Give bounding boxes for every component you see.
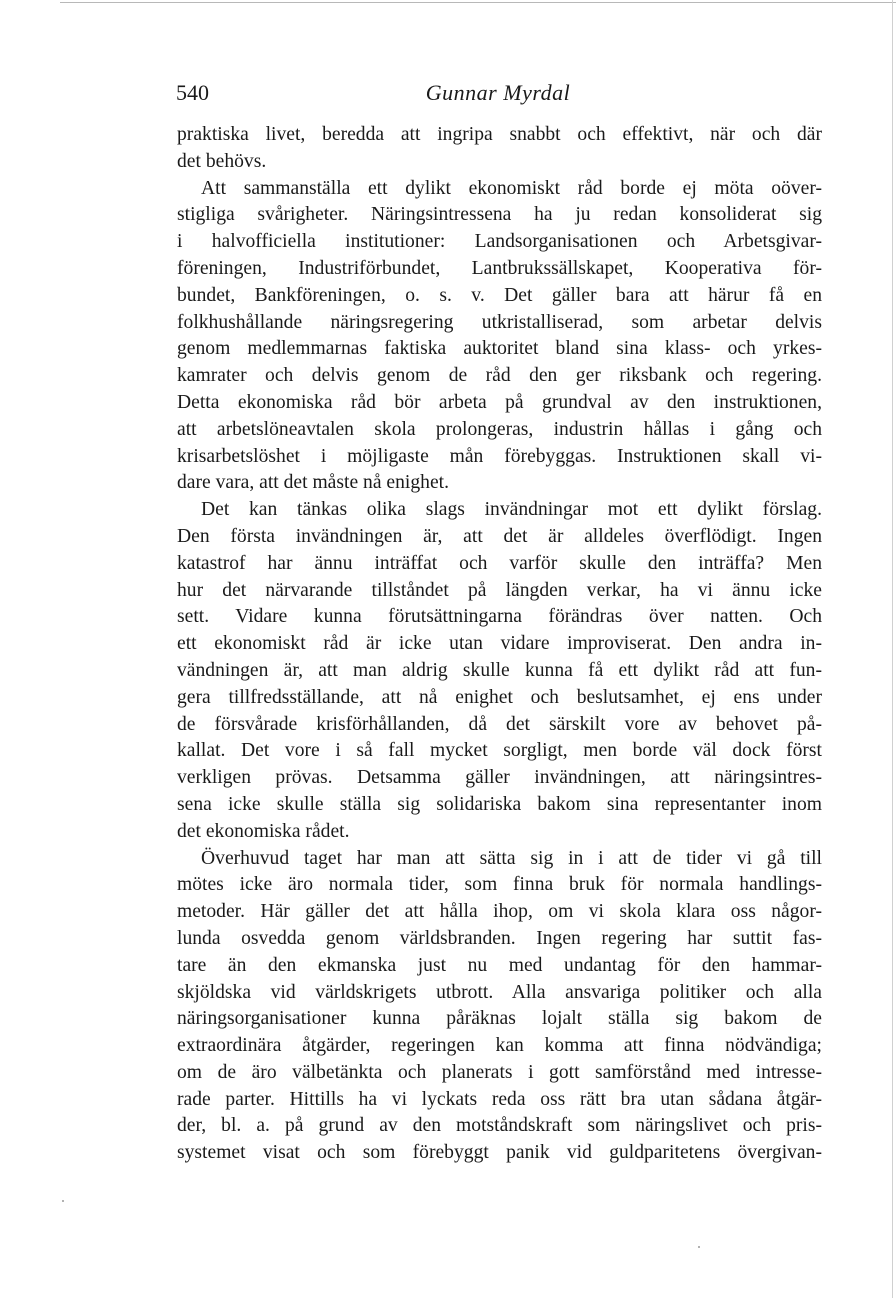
paragraph-3 <box>177 497 822 845</box>
text-line: mötes icke äro normala tider, som finna bruk för normala handlings- <box>177 874 822 896</box>
text-line: ett ekonomiskt råd är icke utan vidare improviserat. Den andra in- <box>177 633 822 655</box>
text-line: sett. Vidare kunna förutsättningarna förändras över natten. Och <box>177 606 822 628</box>
text-line: om de äro välbetänkta och planerats i gott samförstånd med intresse- <box>177 1061 822 1083</box>
text-line: genom medlemmarnas faktiska auktoritet bland sina klass- och yrkes- <box>177 338 822 360</box>
text-line: föreningen, Industriförbundet, Lantbrukssällskapet, Kooperativa för- <box>177 257 822 279</box>
text-line: folkhushållande näringsregering utkristalliserad, som arbetar delvis <box>177 311 822 333</box>
text-line: lunda osvedda genom världsbranden. Ingen regering har suttit fas- <box>177 927 822 949</box>
text-line: i halvofficiella institutioner: Landsorganisationen och Arbetsgivar- <box>177 231 822 253</box>
text-line: gera tillfredsställande, att nå enighet och beslutsamhet, ej ens under <box>177 686 822 708</box>
text-line: de försvårade krisförhållanden, då det särskilt vore av behovet på- <box>177 713 822 735</box>
text-line: katastrof har ännu inträffat och varför skulle den inträffa? Men <box>177 552 822 574</box>
text-line: Den första invändningen är, att det är alldeles överflödigt. Ingen <box>177 525 822 547</box>
scan-speck <box>698 1246 700 1248</box>
scan-edge-top <box>60 2 896 3</box>
text-line: vändningen är, att man aldrig skulle kunna få ett dylikt råd att fun- <box>177 659 822 681</box>
text-line: verkligen prövas. Detsamma gäller invändningen, att näringsintres- <box>177 767 822 789</box>
scan-speck <box>62 1200 64 1202</box>
scan-edge-right <box>892 0 893 1298</box>
text-line: sena icke skulle ställa sig solidariska bakom sina representanter inom <box>177 793 822 815</box>
text-line: der, bl. a. på grund av den motståndskraft som näringslivet och pris- <box>177 1115 822 1137</box>
text-line: skjöldska vid världskrigets utbrott. Alla ansvariga politiker och alla <box>177 981 822 1003</box>
text-line: bundet, Bankföreningen, o. s. v. Det gäller bara att härur få en <box>177 284 822 306</box>
text-line: det ekonomiska rådet. <box>177 820 350 842</box>
text-line: Detta ekonomiska råd bör arbeta på grundval av den instruktionen, <box>177 391 822 413</box>
text-line: stigliga svårigheter. Näringsintressena ha ju redan konsoliderat sig <box>177 204 822 226</box>
text-line: krisarbetslöshet i möjligaste mån förebyggas. Instruktionen skall vi- <box>177 445 822 467</box>
text-line: extraordinära åtgärder, regeringen kan komma att finna nödvändiga; <box>177 1035 822 1057</box>
page-header <box>172 80 824 114</box>
paragraph-4 <box>177 846 822 1168</box>
text-line: systemet visat och som förebyggt panik vid guldparitetens övergivan- <box>177 1142 822 1164</box>
text-line: metoder. Här gäller det att hålla ihop, om vi skola klara oss någor- <box>177 901 822 923</box>
text-line: kamrater och delvis genom de råd den ger riksbank och regering. <box>177 365 822 387</box>
text-line: dare vara, att det måste nå enighet. <box>177 472 450 494</box>
text-line: hur det närvarande tillståndet på längden verkar, ha vi ännu icke <box>177 579 822 601</box>
text-line: näringsorganisationer kunna påräknas lojalt ställa sig bakom de <box>177 1008 822 1030</box>
text-line: att arbetslöneavtalen skola prolongeras, industrin hållas i gång och <box>177 418 822 440</box>
body-text <box>177 122 822 1167</box>
page-number: 540 <box>176 80 209 105</box>
paragraph-1 <box>177 122 822 176</box>
text-line: det behövs. <box>177 150 267 172</box>
text-line: tare än den ekmanska just nu med undantag för den hammar- <box>177 954 822 976</box>
text-line: kallat. Det vore i så fall mycket sorgligt, men borde väl dock först <box>177 740 822 762</box>
text-line: praktiska livet, beredda att ingripa snabbt och effektivt, när och där <box>177 124 822 145</box>
text-line: Överhuvud taget har man att sätta sig in i att de tider vi gå till <box>201 847 822 869</box>
text-line: Att sammanställa ett dylikt ekonomiskt råd borde ej möta oöver- <box>201 177 822 199</box>
paragraph-2 <box>177 176 822 498</box>
text-line: Det kan tänkas olika slags invändningar mot ett dylikt förslag. <box>201 499 822 521</box>
text-line: rade parter. Hittills ha vi lyckats reda oss rätt bra utan sådana åtgär- <box>177 1088 822 1110</box>
running-head: Gunnar Myrdal <box>425 80 571 105</box>
